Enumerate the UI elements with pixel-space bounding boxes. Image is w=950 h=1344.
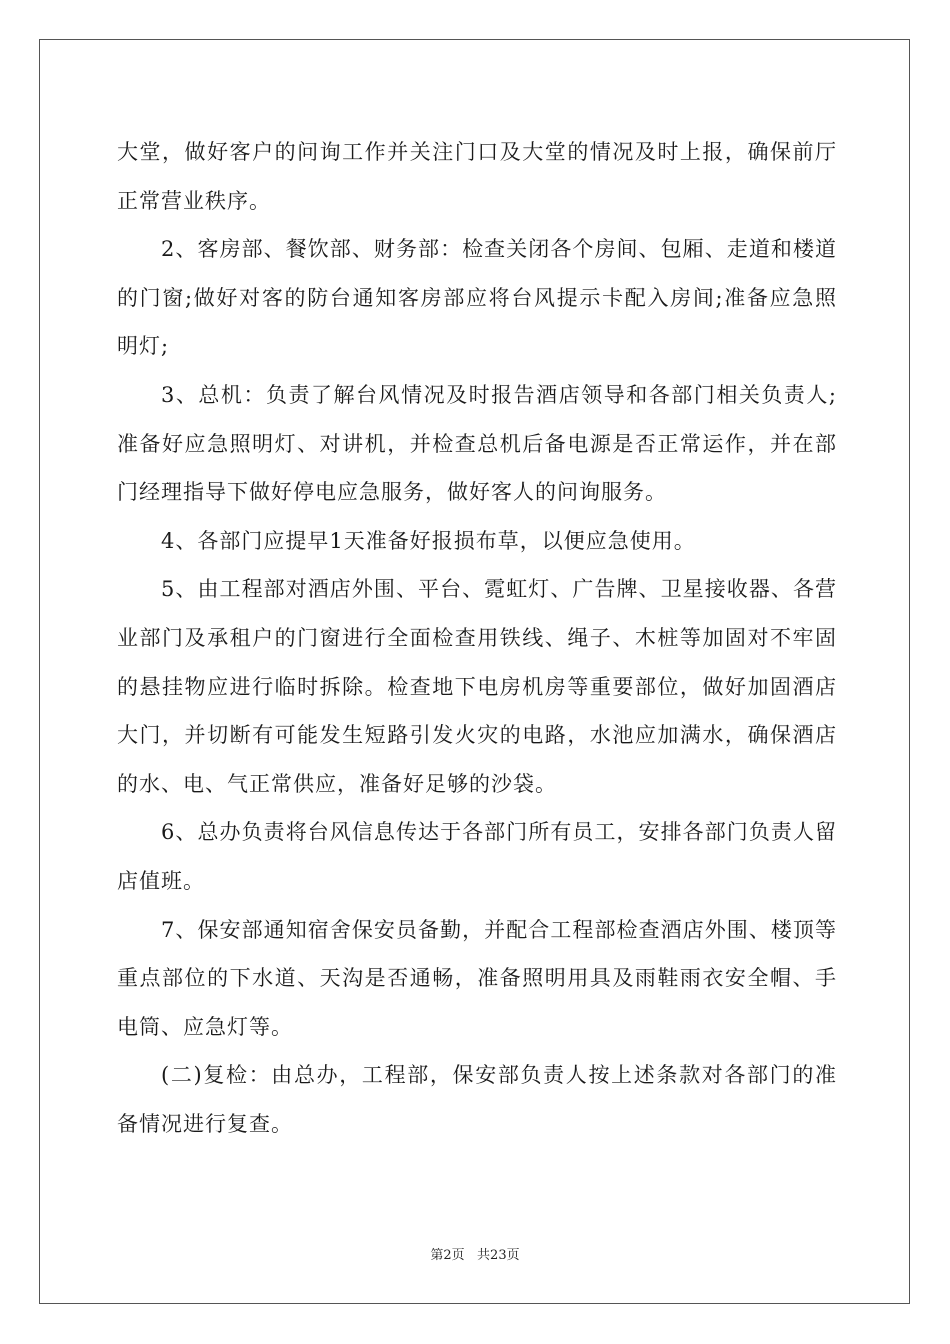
paragraph: 2、客房部、餐饮部、财务部：检查关闭各个房间、包厢、走道和楼道的门窗;做好对客的防台通知客房部应将台风提示卡配入房间;准备应急照明灯; bbox=[117, 237, 837, 359]
page-number-footer: 第2页 共23页 bbox=[430, 1248, 520, 1263]
paragraph: (二)复检：由总办，工程部，保安部负责人按上述条款对各部门的准备情况进行复查。 bbox=[117, 1063, 837, 1136]
paragraph: 3、总机：负责了解台风情况及时报告酒店领导和各部门相关负责人;准备好应急照明灯、对讲机，并检查总机后备电源是否正常运作，并在部门经理指导下做好停电应急服务，做好客人的问询服务。 bbox=[117, 382, 837, 505]
paragraph: 4、各部门应提早1天准备好报损布草，以便应急使用。 bbox=[161, 528, 696, 553]
paragraph: 7、保安部通知宿舍保安员备勤，并配合工程部检查酒店外围、楼顶等重点部位的下水道、天沟是否通畅，准备照明用具及雨鞋雨衣安全帽、手电筒、应急灯等。 bbox=[117, 917, 837, 1039]
paragraph: 大堂，做好客户的问询工作并关注门口及大堂的情况及时上报，确保前厅正常营业秩序。 bbox=[117, 140, 837, 213]
paragraph: 5、由工程部对酒店外围、平台、霓虹灯、广告牌、卫星接收器、各营业部门及承租户的门窗进行全面检查用铁线、绳子、木桩等加固对不牢固的悬挂物应进行临时拆除。检查地下电房机房等重要部位，做好加固酒店大门，并切断有可能发生短路引发火灾的电路，水池应加满水，确保酒店的水、电、气正常供应，准备好足够的沙袋。 bbox=[117, 577, 837, 796]
document-body bbox=[117, 128, 837, 1148]
paragraph: 6、总办负责将台风信息传达于各部门所有员工，安排各部门负责人留店值班。 bbox=[117, 820, 837, 893]
